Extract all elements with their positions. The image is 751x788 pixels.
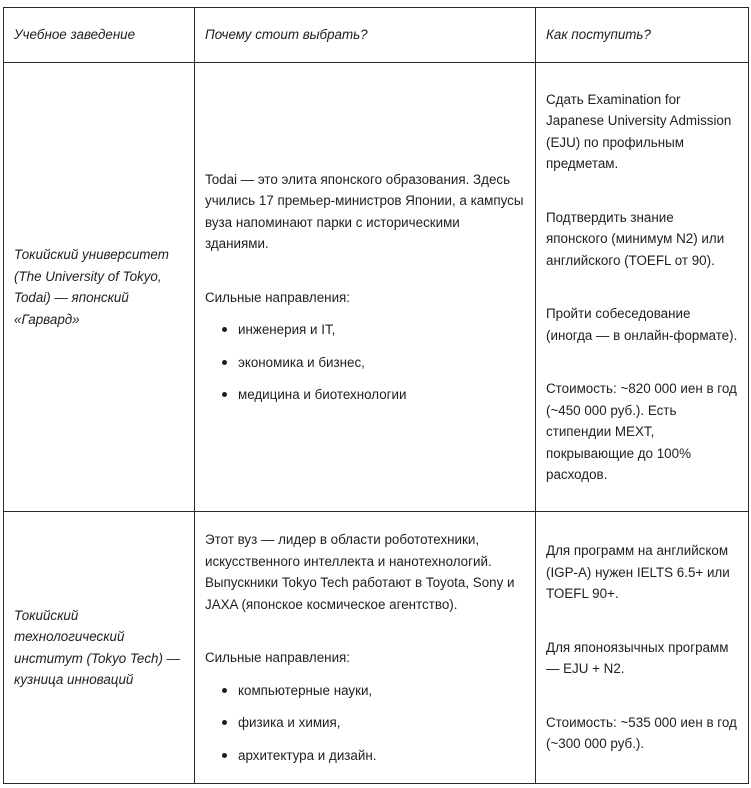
table-row (4, 512, 749, 784)
institution-name: Токийский университет (The University of Tokyo, Todai) — японский «Гарвард» (4, 63, 195, 512)
strong-areas-label: Сильные направления: (205, 289, 351, 305)
why-cell (195, 512, 536, 784)
why-description: Todai — это элита японского образования. Здесь учились 17 премьер-министров Японии, а кампусы вуза напоминают парки с историческими зданиями. (205, 171, 524, 251)
table-row (4, 63, 749, 512)
how-cell (536, 512, 749, 784)
how-cell (536, 63, 749, 512)
why-cell (195, 63, 536, 512)
how-step: Подтвердить знание японского (минимум N2) или английского (TOEFL от 90). (546, 209, 725, 268)
list-item: компьютерные науки, (205, 680, 525, 702)
strong-areas-list (205, 680, 525, 767)
how-step: Для программ на английском (IGP-A) нужен IELTS 6.5+ или TOEFL 90+. (546, 543, 730, 602)
how-step: Стоимость: ~820 000 иен в год (~450 000 руб.). Есть стипендии MEXT, покрывающие до 100% расходов. (546, 381, 737, 482)
list-item: инженерия и IT, (205, 319, 525, 341)
header-how-to-apply: Как поступить? (536, 8, 749, 63)
universities-table (3, 7, 749, 784)
institution-name: Токийский технологический институт (Tokyo Tech) — кузница инноваций (4, 512, 195, 784)
how-step: Для японоязычных программ — EJU + N2. (546, 639, 729, 677)
why-description: Этот вуз — лидер в области робототехники, искусственного интеллекта и нанотехнологий. Выпускники Tokyo Tech работают в Toyota, Sony и JAXA (японское космическое агентство). (205, 532, 515, 612)
header-why-choose: Почему стоит выбрать? (195, 8, 536, 63)
how-step: Пройти собеседование (иногда — в онлайн-формате). (546, 306, 738, 343)
header-institution: Учебное заведение (4, 8, 195, 63)
strong-areas-label: Сильные направления: (205, 650, 351, 665)
list-item: экономика и бизнес, (205, 352, 525, 374)
list-item: архитектура и дизайн. (205, 745, 525, 767)
table-header-row (4, 8, 749, 63)
strong-areas-list (205, 319, 525, 406)
how-step: Стоимость: ~535 000 иен в год (~300 000 руб.). (546, 714, 737, 752)
how-step: Сдать Examination for Japanese University Admission (EJU) по профильным предметам. (546, 91, 732, 171)
list-item: физика и химия, (205, 712, 525, 734)
list-item: медицина и биотехнологии (205, 384, 525, 406)
